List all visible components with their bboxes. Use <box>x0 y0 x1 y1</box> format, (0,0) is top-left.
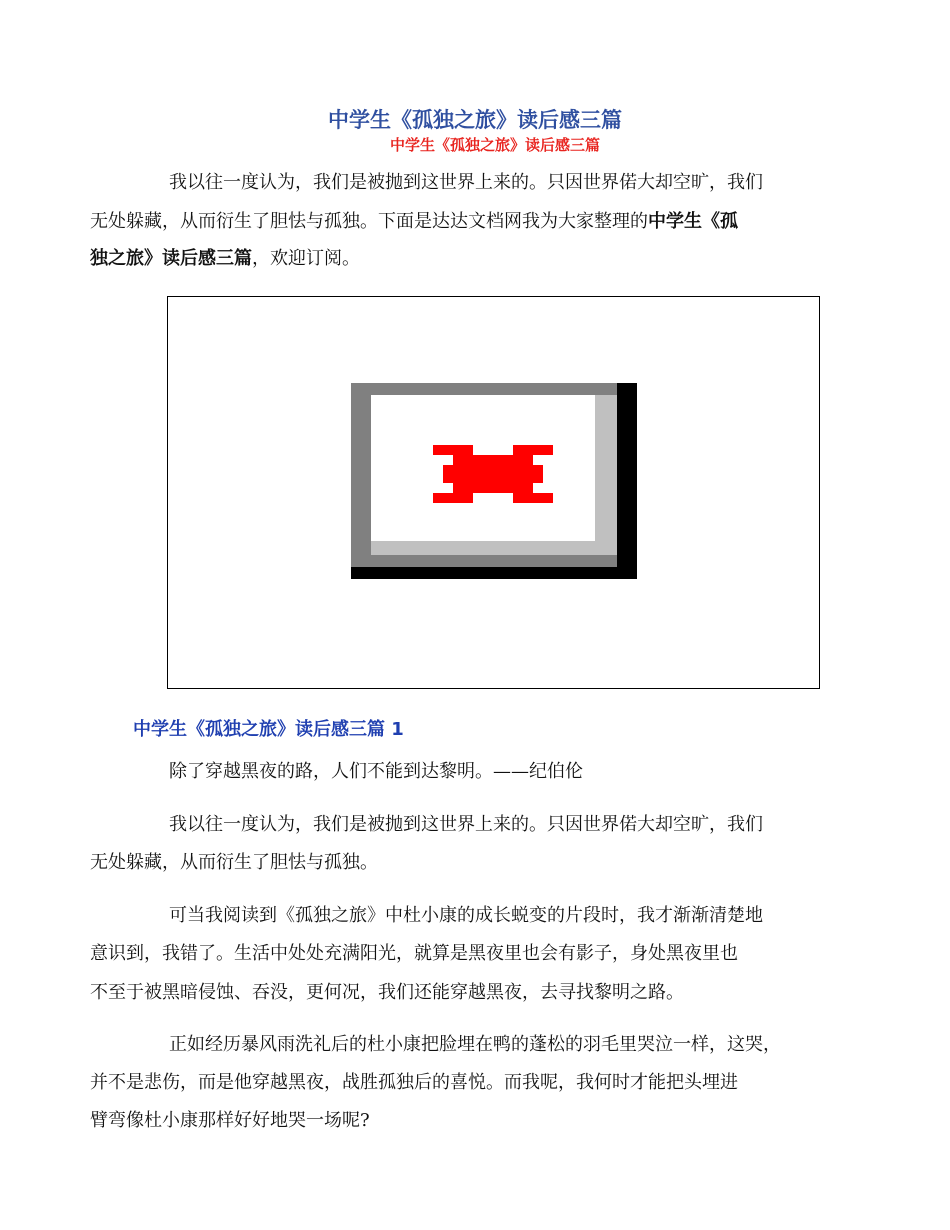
broken-image-icon <box>351 383 637 579</box>
p2-line-2: 意识到，我错了。生活中处处充满阳光，就算是黑夜里也会有影子，身处黑夜里也 <box>90 943 738 964</box>
intro-line-3 <box>90 246 360 272</box>
p3-line-1: 正如经历暴风雨洗礼后的杜小康把脸埋在鸭的蓬松的羽毛里哭泣一样，这哭， <box>169 1034 781 1055</box>
p1-line-1: 我以往一度认为，我们是被抛到这世界上来的。只因世界偌大却空旷，我们 <box>169 814 763 835</box>
p2-line-1: 可当我阅读到《孤独之旅》中杜小康的成长蜕变的片段时，我才渐渐清楚地 <box>169 905 763 926</box>
intro-line-2-text: 无处躲藏，从而衍生了胆怯与孤独。下面是达达文档网我为大家整理的 <box>90 211 648 232</box>
intro-line-3-text: ，欢迎订阅。 <box>252 248 360 269</box>
image-placeholder <box>167 296 820 689</box>
section-1-heading: 中学生《孤独之旅》读后感三篇 1 <box>133 719 404 740</box>
page-title: 中学生《孤独之旅》读后感三篇 <box>328 108 622 132</box>
p3-line-3: 臂弯像杜小康那样好好地哭一场呢? <box>90 1110 370 1131</box>
intro-link-title-part1: 中学生《孤 <box>648 211 738 232</box>
intro-link-title-part2: 独之旅》读后感三篇 <box>90 248 252 269</box>
intro-line-2 <box>90 209 738 235</box>
p2-line-3: 不至于被黑暗侵蚀、吞没，更何况，我们还能穿越黑夜，去寻找黎明之路。 <box>90 982 684 1003</box>
intro-line-1: 我以往一度认为，我们是被抛到这世界上来的。只因世界偌大却空旷，我们 <box>169 172 763 193</box>
page-subtitle: 中学生《孤独之旅》读后感三篇 <box>389 136 600 154</box>
section-1-quote: 除了穿越黑夜的路，人们不能到达黎明。——纪伯伦 <box>169 761 583 782</box>
p3-line-2: 并不是悲伤，而是他穿越黑夜，战胜孤独后的喜悦。而我呢，我何时才能把头埋进 <box>90 1072 738 1093</box>
p1-line-2: 无处躲藏，从而衍生了胆怯与孤独。 <box>90 852 378 873</box>
